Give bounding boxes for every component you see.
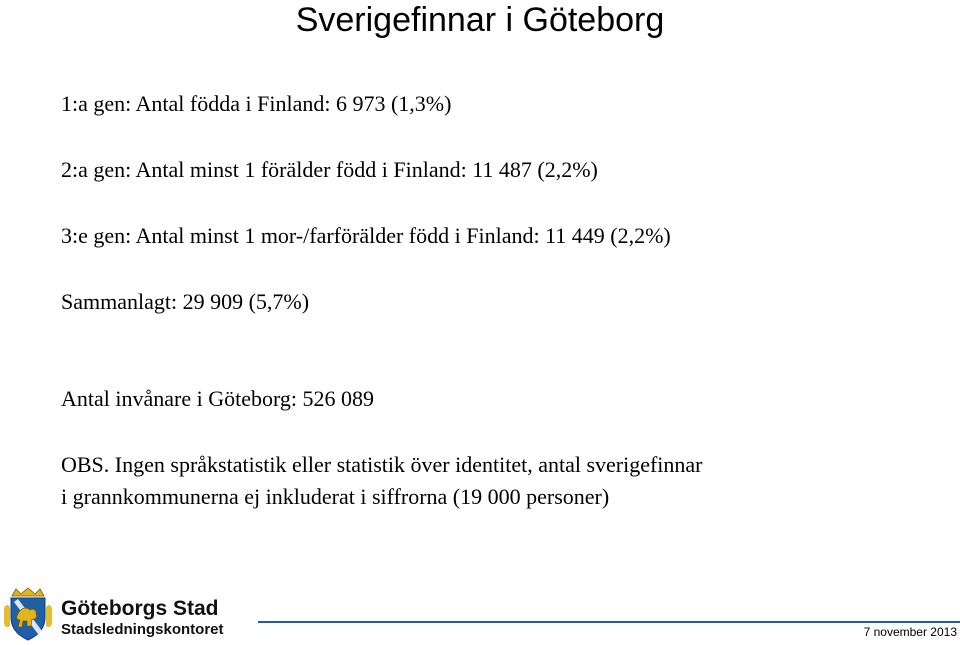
org-name: Göteborgs Stad [61, 597, 219, 620]
stat-line-third-gen: 3:e gen: Antal minst 1 mor-/farförälder född i Finland: 11 449 (2,2%) [61, 223, 671, 248]
note-line-2: i grannkommunerna ej inkluderat i siffrorna (19 000 personer) [61, 484, 610, 509]
note-line-1: OBS. Ingen språkstatistik eller statistik över identitet, antal sverigefinnar [61, 452, 703, 477]
footer-date: 7 november 2013 [863, 625, 957, 639]
stat-line-first-gen: 1:a gen: Antal födda i Finland: 6 973 (1,3%) [61, 91, 452, 116]
city-coat-of-arms-icon [2, 586, 54, 642]
footer-divider [258, 621, 960, 623]
stat-line-population: Antal invånare i Göteborg: 526 089 [61, 386, 375, 411]
page-title: Sverigefinnar i Göteborg [295, 1, 665, 39]
stat-line-second-gen: 2:a gen: Antal minst 1 förälder född i Finland: 11 487 (2,2%) [61, 157, 598, 182]
org-department: Stadsledningskontoret [61, 621, 224, 638]
org-wordmark [61, 598, 224, 640]
stat-line-total: Sammanlagt: 29 909 (5,7%) [61, 289, 310, 314]
